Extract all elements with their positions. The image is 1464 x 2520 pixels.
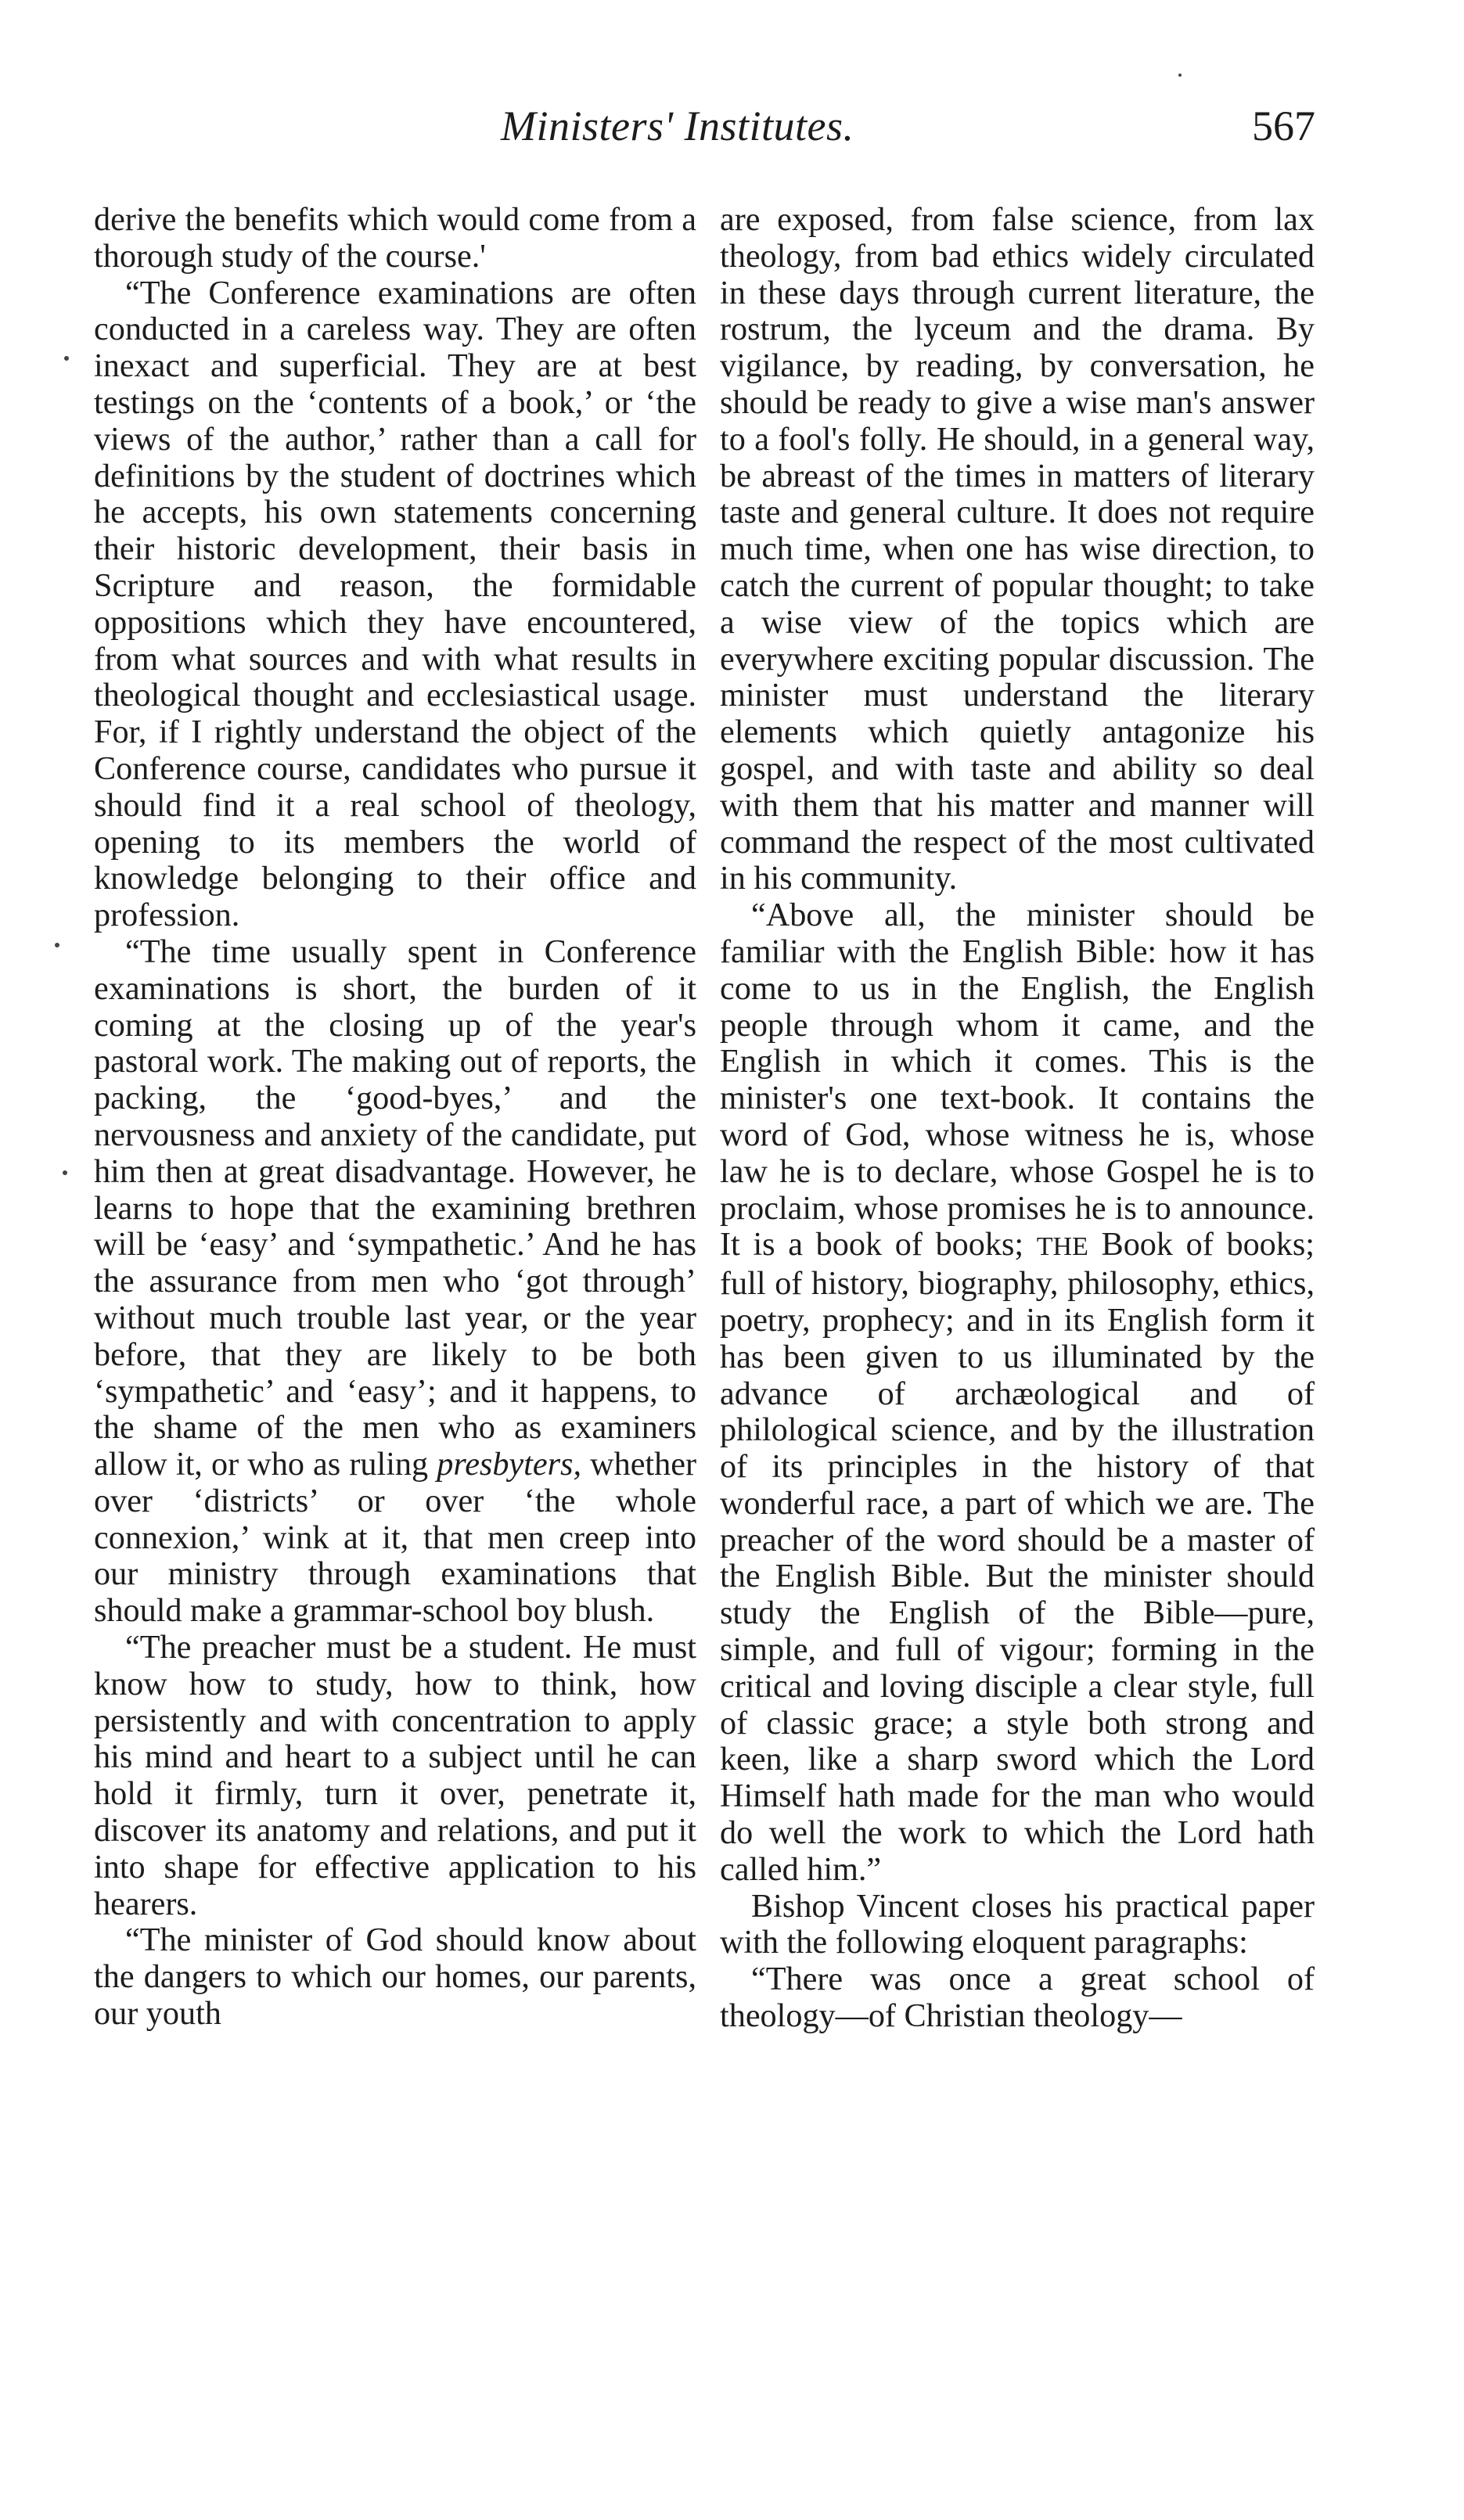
paragraph: “The minister of God should know about the dangers to which our homes, our parents, our youth [94, 1921, 696, 2033]
paragraph [94, 934, 696, 1630]
paragraph: “The Conference examinations are often conducted in a careless way. They are often inexact and superficial. They are at best testings on the ‘contents of a book,’ or ‘the views of the author,’ rather than a call for definitions by the student of doctrines which he accepts, his own statements concerning their historic development, their basis in Scripture and reason, the formidable oppositions which they have encountered, from what sources and with what results in theological thought and ecclesiastical usage. For, if I rightly understand the object of the Conference course, candidates who pursue it should find it a real school of theology, opening to its members the world of knowledge belonging to their office and profession. [94, 274, 696, 934]
small-caps-word: THE [1036, 1232, 1088, 1262]
paragraph-text: “Above all, the minister should be familiar with the English Bible: how it has come to us in the English, the English people through whom it came, and the English in which it comes. This is the minister's one text-book. It contains the word of God, whose witness he is, whose law he is to declare, whose Gospel he is to proclaim, whose promises he is to announce. It is a book of books; [720, 897, 1315, 1264]
paragraph [720, 897, 1315, 1889]
scan-speck [1178, 74, 1182, 77]
page-number: 567 [1252, 102, 1315, 149]
paragraph: Bishop Vincent closes his practical paper with the following eloquent paragraphs: [720, 1887, 1315, 1961]
paragraph-text: “The time usually spent in Conference examinations is short, the burden of it coming at the closing up of the year's pastoral work. The making out of reports, the packing, the ‘good-byes,’ and the nervousness and anxiety of the candidate, put him then at great disadvantage. However, he learns to hope that the examining brethren will be ‘easy’ and ‘sympathetic.’ And he has the assurance from men who ‘got through’ without much trouble last year, or the year before, that they are likely to be both ‘sympathetic’ and ‘easy’; and it happens, to the shame of the men who as examiners allow it, or who as ruling [94, 933, 696, 1483]
scan-speck [63, 1170, 67, 1175]
paragraph-text: Book of books; full of history, biography, philosophy, ethics, poetry, prophecy; and in its English form it has been given to us illuminated by the advance of archæological and of philological science, and by the illustration of its principles in the history of that wonderful race, a part of which we are. The preacher of the word should be a master of the English Bible. But the minister should study the English of the Bible—pure, simple, and full of vigour; forming in the critical and loving disciple a clear style, full of classic grace; a style both strong and keen, like a sharp sword which the Lord Himself hath made for the man who would do well the work to which the Lord hath called him.” [720, 1226, 1315, 1888]
paragraph: are exposed, from false science, from lax theology, from bad ethics widely circulated in these days through current literature, the rostrum, the lyceum and the drama. By vigilance, by reading, by conversation, he should be ready to give a wise man's answer to a fool's folly. He should, in a general way, be abreast of the times in matters of literary taste and general culture. It does not require much time, when one has wise direction, to catch the current of popular thought; to take a wise view of the topics which are everywhere exciting popular discussion. The minister must understand the literary elements which quietly antagonize his gospel, and with taste and ability so deal with them that his matter and manner will command the respect of the most cultivated in his community. [720, 201, 1315, 897]
scan-speck [55, 943, 59, 947]
scan-speck [64, 356, 69, 361]
running-head: Ministers' Institutes. [501, 102, 854, 149]
left-column [94, 202, 696, 2033]
italic-term: presbyters, [437, 1446, 581, 1483]
paragraph: “There was once a great school of theology—of Christian theology— [720, 1961, 1315, 2035]
right-column [720, 202, 1315, 2035]
paragraph: “The preacher must be a student. He must know how to study, how to think, how persistently and with concentration to apply his mind and heart to a subject until he can hold it firmly, turn it over, penetrate it, discover its anatomy and relations, and put it into shape for effective application to his hearers. [94, 1629, 696, 1922]
page-header [0, 102, 1464, 172]
paragraph-text: whether over ‘districts’ or over ‘the whole connexion,’ wink at it, that men creep into our ministry through examinations that should make a grammar-school boy blush. [94, 1446, 697, 1630]
paragraph: derive the benefits which would come from a thorough study of the course.' [94, 201, 696, 275]
